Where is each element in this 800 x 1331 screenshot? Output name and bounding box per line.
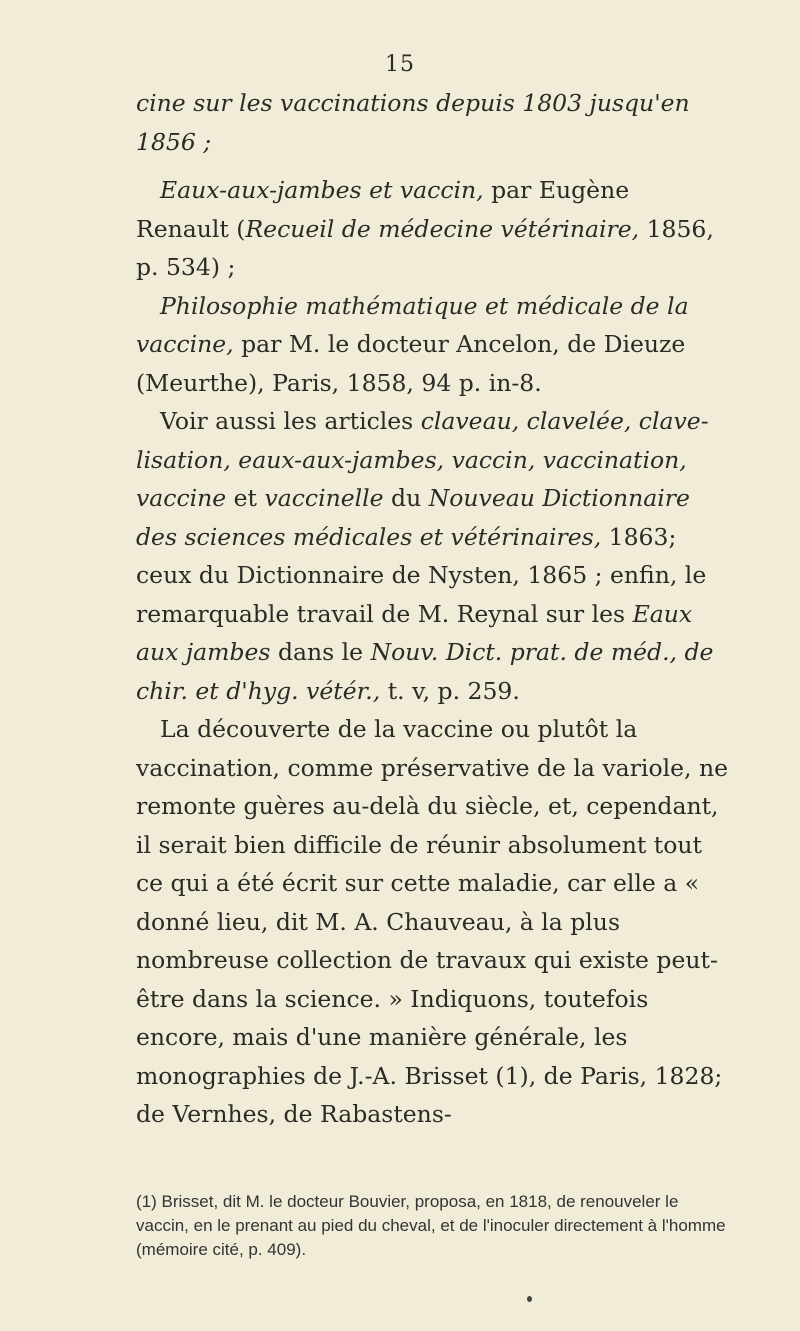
p2-title: Eaux-aux-jambes et vaccin, <box>160 176 484 204</box>
footnote-1: (1) Brisset, dit M. le docteur Bouvier, proposa, en 1818, de renouveler le vaccin, en le prenant au pied du cheval, et de l'inoculer directement à l'homme (mémoire cité, p. 409). <box>136 1192 726 1259</box>
p4-f: Nouveau Dictionnaire des sciences médicales et vétérinaires, <box>136 484 690 551</box>
paragraph-1 <box>136 84 728 161</box>
p4-i: dans le <box>270 638 371 666</box>
page-number: 15 <box>385 52 415 77</box>
p4-a: Voir aussi les articles <box>160 407 421 435</box>
p2-ref: 1856, p. 534) ; <box>136 214 714 281</box>
p2-journal: Recueil de médecine vétérinaire, <box>245 214 640 243</box>
paragraph-4 <box>136 402 728 710</box>
main-text <box>136 84 728 1134</box>
p4-j: Nouv. Dict. prat. de méd., de chir. et d'hyg. vétér., <box>136 638 714 705</box>
p4-c: et <box>226 484 265 512</box>
p3-ref: par M. le docteur Ancelon, de Dieuze (Meurthe), Paris, 1858, 94 p. in-8. <box>136 330 686 397</box>
p4-h: Eaux aux jambes <box>136 599 693 666</box>
ink-dot <box>527 1296 532 1302</box>
p4-d: vaccinelle <box>264 484 384 512</box>
p3-title: Philosophie mathématique et médicale de la vaccine, <box>136 291 689 358</box>
paragraph-2 <box>136 171 728 287</box>
p4-b: claveau, clavelée, clavelisation, eaux-aux-jambes, vaccin, vaccination, vaccine <box>136 407 709 512</box>
p4-e: du <box>383 484 429 512</box>
p4-g: 1863; ceux du Dictionnaire de Nysten, 1865 ; enfin, le remarquable travail de M. Reynal sur les <box>136 522 707 628</box>
p2-author: par Eugène Renault ( <box>136 176 630 243</box>
paragraph-3 <box>136 287 728 403</box>
paragraph-1-text: cine sur les vaccinations depuis 1803 jusqu'en 1856 ; <box>136 89 690 156</box>
footnotes <box>136 1190 728 1262</box>
paragraph-5: La découverte de la vaccine ou plutôt la vaccination, comme préservative de la variole, ne remonte guères au-delà du siècle, et, cependant, il serait bien difficile de réunir absolument tout ce qui a été écrit sur cette maladie, car elle a « donné lieu, dit M. A. Chauveau, à la plus nombreuse collection de travaux qui existe peut-être dans la science. » Indiquons, toutefois encore, mais d'une manière générale, les monographies de J.-A. Brisset (1), de Paris, 1828; de Vernhes, de Rabastens- <box>136 715 728 1128</box>
p4-k: t. v, p. 259. <box>380 676 520 705</box>
